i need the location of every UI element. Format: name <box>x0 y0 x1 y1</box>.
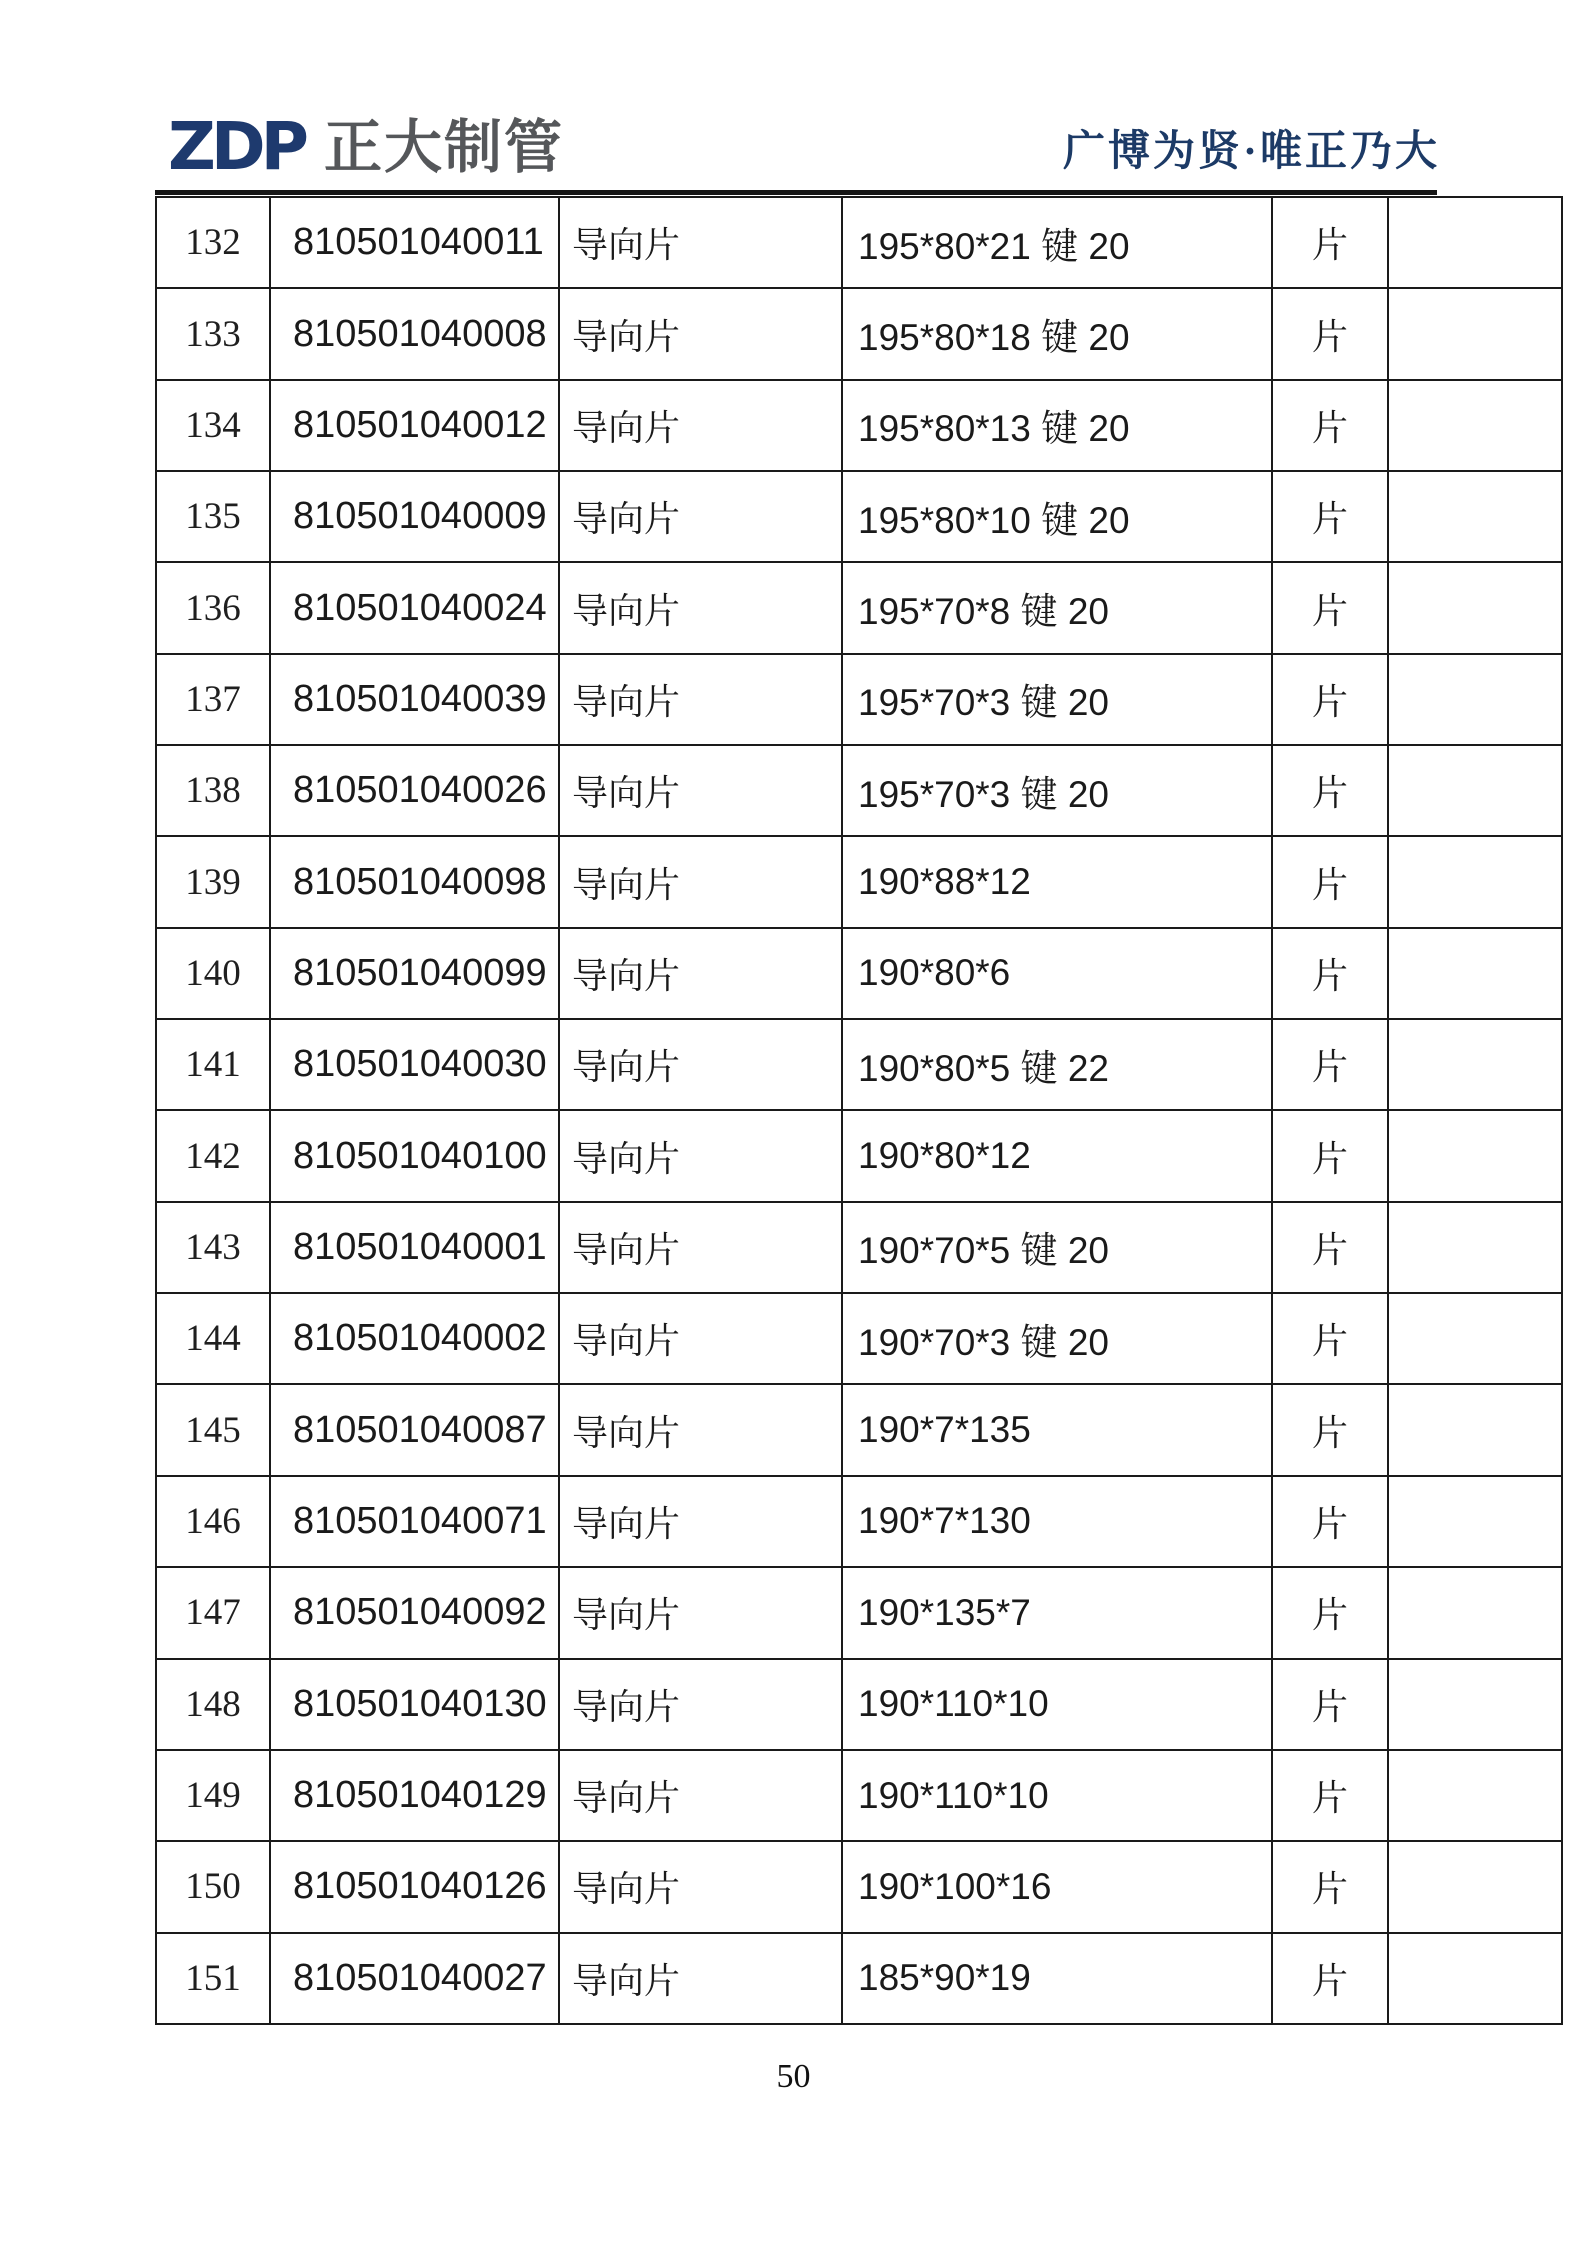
empty-cell <box>1388 1750 1562 1841</box>
part-name-cell: 导向片 <box>559 1841 842 1932</box>
row-number-cell: 132 <box>156 197 270 288</box>
part-code-cell: 810501040100 <box>270 1110 559 1201</box>
spec-cell: 190*110*10 <box>842 1659 1272 1750</box>
part-name-cell: 导向片 <box>559 1476 842 1567</box>
part-code-cell: 810501040012 <box>270 380 559 471</box>
row-number-cell: 136 <box>156 562 270 653</box>
unit-cell: 片 <box>1272 562 1388 653</box>
spec-cell: 190*70*5 键 20 <box>842 1202 1272 1293</box>
spec-cell: 190*7*135 <box>842 1384 1272 1475</box>
table-row <box>156 562 1562 653</box>
spec-cell: 185*90*19 <box>842 1933 1272 2024</box>
empty-cell <box>1388 745 1562 836</box>
row-number-cell: 141 <box>156 1019 270 1110</box>
table-row <box>156 654 1562 745</box>
part-code-cell: 810501040099 <box>270 928 559 1019</box>
part-code-cell: 810501040002 <box>270 1293 559 1384</box>
spec-cell: 190*88*12 <box>842 836 1272 927</box>
row-number-cell: 148 <box>156 1659 270 1750</box>
part-code-cell: 810501040030 <box>270 1019 559 1110</box>
part-name-cell: 导向片 <box>559 288 842 379</box>
row-number-cell: 146 <box>156 1476 270 1567</box>
empty-cell <box>1388 1567 1562 1658</box>
empty-cell <box>1388 1293 1562 1384</box>
spec-cell: 195*80*18 键 20 <box>842 288 1272 379</box>
unit-cell: 片 <box>1272 1476 1388 1567</box>
company-logo <box>168 108 565 185</box>
company-slogan: 广博为贤·唯正乃大 <box>1062 129 1440 175</box>
part-code-cell: 810501040126 <box>270 1841 559 1932</box>
empty-cell <box>1388 836 1562 927</box>
unit-cell: 片 <box>1272 288 1388 379</box>
empty-cell <box>1388 197 1562 288</box>
spec-cell: 190*110*10 <box>842 1750 1272 1841</box>
table-row <box>156 1841 1562 1932</box>
spec-cell: 195*80*21 键 20 <box>842 197 1272 288</box>
part-name-cell: 导向片 <box>559 836 842 927</box>
unit-cell: 片 <box>1272 1384 1388 1475</box>
spec-cell: 190*7*130 <box>842 1476 1272 1567</box>
part-name-cell: 导向片 <box>559 1567 842 1658</box>
part-code-cell: 810501040008 <box>270 288 559 379</box>
row-number-cell: 138 <box>156 745 270 836</box>
part-code-cell: 810501040092 <box>270 1567 559 1658</box>
part-code-cell: 810501040011 <box>270 197 559 288</box>
part-name-cell: 导向片 <box>559 928 842 1019</box>
table-row <box>156 1659 1562 1750</box>
part-code-cell: 810501040027 <box>270 1933 559 2024</box>
part-name-cell: 导向片 <box>559 654 842 745</box>
part-name-cell: 导向片 <box>559 562 842 653</box>
row-number-cell: 140 <box>156 928 270 1019</box>
row-number-cell: 151 <box>156 1933 270 2024</box>
row-number-cell: 150 <box>156 1841 270 1932</box>
row-number-cell: 137 <box>156 654 270 745</box>
empty-cell <box>1388 380 1562 471</box>
table-row <box>156 288 1562 379</box>
unit-cell: 片 <box>1272 836 1388 927</box>
empty-cell <box>1388 1202 1562 1293</box>
zdp-logo-icon: ZDP <box>168 108 305 185</box>
part-name-cell: 导向片 <box>559 197 842 288</box>
table-row <box>156 1202 1562 1293</box>
parts-table <box>155 196 1563 2025</box>
empty-cell <box>1388 1019 1562 1110</box>
unit-cell: 片 <box>1272 1202 1388 1293</box>
empty-cell <box>1388 1933 1562 2024</box>
spec-cell: 190*70*3 键 20 <box>842 1293 1272 1384</box>
row-number-cell: 143 <box>156 1202 270 1293</box>
part-code-cell: 810501040129 <box>270 1750 559 1841</box>
part-name-cell: 导向片 <box>559 380 842 471</box>
part-name-cell: 导向片 <box>559 1933 842 2024</box>
spec-cell: 195*80*10 键 20 <box>842 471 1272 562</box>
table-row <box>156 1110 1562 1201</box>
spec-cell: 190*80*12 <box>842 1110 1272 1201</box>
part-name-cell: 导向片 <box>559 1293 842 1384</box>
part-name-cell: 导向片 <box>559 1384 842 1475</box>
unit-cell: 片 <box>1272 1933 1388 2024</box>
header-divider <box>155 190 1437 195</box>
page-number: 50 <box>776 2058 811 2095</box>
spec-cell: 190*80*6 <box>842 928 1272 1019</box>
unit-cell: 片 <box>1272 1750 1388 1841</box>
part-name-cell: 导向片 <box>559 471 842 562</box>
part-name-cell: 导向片 <box>559 1202 842 1293</box>
unit-cell: 片 <box>1272 197 1388 288</box>
row-number-cell: 145 <box>156 1384 270 1475</box>
table-row <box>156 1293 1562 1384</box>
part-code-cell: 810501040026 <box>270 745 559 836</box>
unit-cell: 片 <box>1272 471 1388 562</box>
unit-cell: 片 <box>1272 745 1388 836</box>
table-row <box>156 1750 1562 1841</box>
row-number-cell: 133 <box>156 288 270 379</box>
empty-cell <box>1388 288 1562 379</box>
table-row <box>156 1933 1562 2024</box>
row-number-cell: 149 <box>156 1750 270 1841</box>
part-name-cell: 导向片 <box>559 1019 842 1110</box>
table-row <box>156 1567 1562 1658</box>
unit-cell: 片 <box>1272 928 1388 1019</box>
part-code-cell: 810501040009 <box>270 471 559 562</box>
unit-cell: 片 <box>1272 380 1388 471</box>
table-row <box>156 380 1562 471</box>
part-code-cell: 810501040130 <box>270 1659 559 1750</box>
row-number-cell: 144 <box>156 1293 270 1384</box>
part-name-cell: 导向片 <box>559 1750 842 1841</box>
empty-cell <box>1388 654 1562 745</box>
part-code-cell: 810501040087 <box>270 1384 559 1475</box>
spec-cell: 195*70*3 键 20 <box>842 654 1272 745</box>
table-row <box>156 197 1562 288</box>
unit-cell: 片 <box>1272 1293 1388 1384</box>
empty-cell <box>1388 1110 1562 1201</box>
spec-cell: 195*70*3 键 20 <box>842 745 1272 836</box>
unit-cell: 片 <box>1272 1841 1388 1932</box>
part-name-cell: 导向片 <box>559 745 842 836</box>
empty-cell <box>1388 1659 1562 1750</box>
unit-cell: 片 <box>1272 1567 1388 1658</box>
table-row <box>156 836 1562 927</box>
table-row <box>156 928 1562 1019</box>
parts-table-body <box>156 197 1562 2024</box>
table-row <box>156 1384 1562 1475</box>
company-name: 正大制管 <box>324 113 565 181</box>
empty-cell <box>1388 1384 1562 1475</box>
part-code-cell: 810501040024 <box>270 562 559 653</box>
part-code-cell: 810501040071 <box>270 1476 559 1567</box>
row-number-cell: 147 <box>156 1567 270 1658</box>
part-code-cell: 810501040039 <box>270 654 559 745</box>
part-code-cell: 810501040098 <box>270 836 559 927</box>
row-number-cell: 134 <box>156 380 270 471</box>
empty-cell <box>1388 928 1562 1019</box>
spec-cell: 190*100*16 <box>842 1841 1272 1932</box>
row-number-cell: 142 <box>156 1110 270 1201</box>
part-name-cell: 导向片 <box>559 1659 842 1750</box>
row-number-cell: 139 <box>156 836 270 927</box>
spec-cell: 190*80*5 键 22 <box>842 1019 1272 1110</box>
part-code-cell: 810501040001 <box>270 1202 559 1293</box>
table-row <box>156 1019 1562 1110</box>
empty-cell <box>1388 1476 1562 1567</box>
unit-cell: 片 <box>1272 1019 1388 1110</box>
empty-cell <box>1388 562 1562 653</box>
empty-cell <box>1388 471 1562 562</box>
unit-cell: 片 <box>1272 1659 1388 1750</box>
spec-cell: 190*135*7 <box>842 1567 1272 1658</box>
part-name-cell: 导向片 <box>559 1110 842 1201</box>
empty-cell <box>1388 1841 1562 1932</box>
table-row <box>156 471 1562 562</box>
table-row <box>156 1476 1562 1567</box>
spec-cell: 195*70*8 键 20 <box>842 562 1272 653</box>
unit-cell: 片 <box>1272 1110 1388 1201</box>
row-number-cell: 135 <box>156 471 270 562</box>
unit-cell: 片 <box>1272 654 1388 745</box>
table-row <box>156 745 1562 836</box>
spec-cell: 195*80*13 键 20 <box>842 380 1272 471</box>
